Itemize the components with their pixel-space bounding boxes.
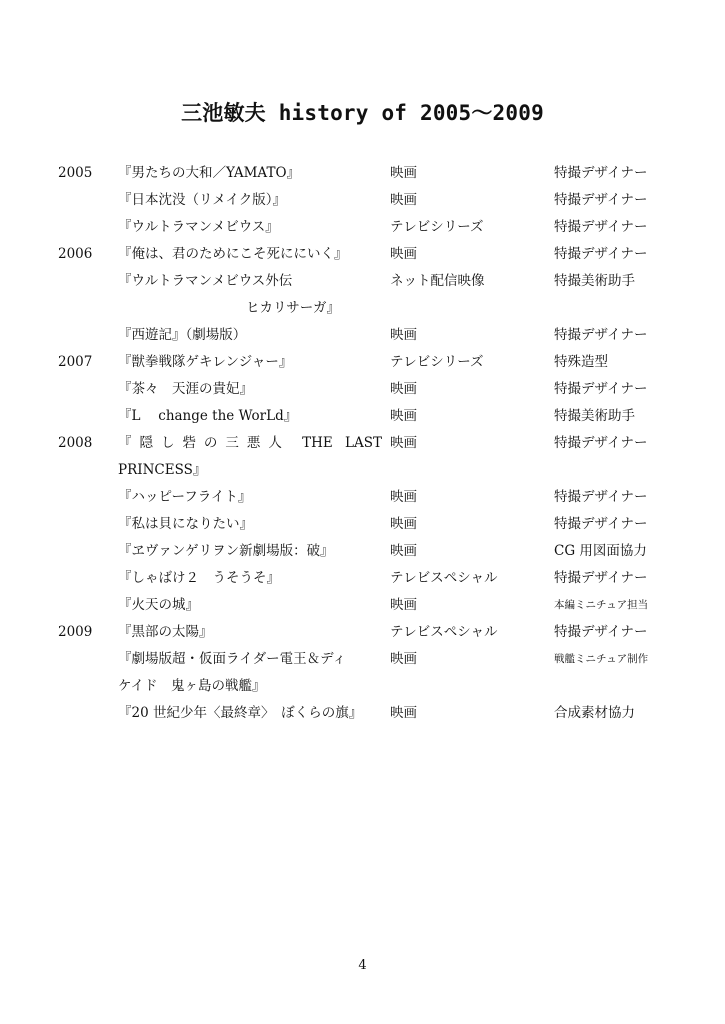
title-cell: 『L change the WorLd』 xyxy=(118,408,298,424)
title-cell: 『西遊記』（劇場版） xyxy=(118,327,247,343)
medium-cell: 映画 xyxy=(390,246,417,262)
medium-cell: テレビシリーズ xyxy=(390,219,484,235)
year-cell xyxy=(58,538,118,565)
year-cell xyxy=(58,268,118,322)
title-cell: 『火天の城』 xyxy=(118,597,199,613)
title-cell: 『茶々 天涯の貴妃』 xyxy=(118,381,253,397)
title-continuation: ケイド 鬼ヶ島の戦艦』 xyxy=(118,678,266,694)
history-row xyxy=(58,241,710,268)
medium-cell: 映画 xyxy=(390,705,417,721)
history-row xyxy=(58,376,710,403)
history-row xyxy=(58,538,710,565)
medium-cell: 映画 xyxy=(390,435,417,451)
title-cell: 『男たちの大和／YAMATO』 xyxy=(118,165,301,181)
history-row xyxy=(58,214,710,241)
history-row xyxy=(58,619,710,646)
medium-cell: 映画 xyxy=(390,381,417,397)
title-continuation: ヒカリサーガ』 xyxy=(246,300,340,316)
history-row xyxy=(58,403,710,430)
medium-cell: テレビスペシャル xyxy=(390,570,498,586)
role-cell: 特撮デザイナー xyxy=(554,624,648,640)
medium-cell: 映画 xyxy=(390,651,417,667)
history-row xyxy=(58,700,710,727)
history-row xyxy=(58,349,710,376)
history-row xyxy=(58,160,710,187)
role-cell: 本編ミニチュア担当 xyxy=(554,599,649,611)
year-cell xyxy=(58,565,118,592)
page-title: 三池敏夫 history of 2005～2009 xyxy=(181,101,544,125)
year-cell xyxy=(58,376,118,403)
role-cell: 特殊造型 xyxy=(554,354,608,370)
title-cell: 『俺は、君のためにこそ死ににいく』 xyxy=(118,246,348,262)
medium-cell: 映画 xyxy=(390,327,417,343)
title-cell: 『獣拳戦隊ゲキレンジャー』 xyxy=(118,354,293,370)
history-row xyxy=(58,322,710,349)
year-cell: 2009 xyxy=(58,624,93,640)
year-cell: 2006 xyxy=(58,246,93,262)
role-cell: 特撮美術助手 xyxy=(554,273,635,289)
history-row xyxy=(58,511,710,538)
medium-cell: 映画 xyxy=(390,165,417,181)
history-row xyxy=(58,565,710,592)
year-cell: 2008 xyxy=(58,435,93,451)
medium-cell: 映画 xyxy=(390,597,417,613)
history-row xyxy=(58,430,710,484)
title-cell xyxy=(118,268,390,322)
title-cell: 『20 世紀少年〈最終章〉 ぼくらの旗』 xyxy=(118,705,363,721)
role-cell: 特撮デザイナー xyxy=(554,435,648,451)
role-cell: 戦艦ミニチュア制作 xyxy=(554,653,649,665)
title-line: 『隠し砦の三悪人 THE LAST xyxy=(118,435,382,451)
role-cell: CG 用図面協力 xyxy=(554,543,647,559)
history-row xyxy=(58,484,710,511)
role-cell: 特撮デザイナー xyxy=(554,327,648,343)
title-cell: 『日本沈没（リメイク版）』 xyxy=(118,192,286,208)
year-cell xyxy=(58,403,118,430)
year-cell: 2005 xyxy=(58,165,93,181)
title-cell xyxy=(118,430,390,484)
role-cell: 特撮デザイナー xyxy=(554,192,648,208)
history-row xyxy=(58,268,710,322)
role-cell: 特撮デザイナー xyxy=(554,570,648,586)
medium-cell: 映画 xyxy=(390,489,417,505)
page-number: 4 xyxy=(358,958,367,973)
title-cell: 『ヱヴァンゲリヲン新劇場版：破』 xyxy=(118,543,334,559)
role-cell: 特撮デザイナー xyxy=(554,165,648,181)
title-cell: 『ハッピーフライト』 xyxy=(118,489,252,505)
medium-cell: 映画 xyxy=(390,516,417,532)
role-cell: 特撮美術助手 xyxy=(554,408,635,424)
role-cell: 特撮デザイナー xyxy=(554,489,648,505)
medium-cell: テレビシリーズ xyxy=(390,354,484,370)
role-cell: 特撮デザイナー xyxy=(554,219,648,235)
year-cell xyxy=(58,646,118,700)
medium-cell: 映画 xyxy=(390,543,417,559)
medium-cell: ネット配信映像 xyxy=(390,273,485,289)
title-cell: 『ウルトラマンメビウス』 xyxy=(118,219,279,235)
history-row xyxy=(58,187,710,214)
year-cell: 2007 xyxy=(58,354,93,370)
title-cell: 『黒部の太陽』 xyxy=(118,624,213,640)
medium-cell: 映画 xyxy=(390,408,417,424)
title-line: 『劇場版超・仮面ライダー電王＆ディ xyxy=(118,651,347,667)
role-cell: 特撮デザイナー xyxy=(554,381,648,397)
medium-cell: テレビスペシャル xyxy=(390,624,498,640)
title-cell xyxy=(118,646,390,700)
history-table xyxy=(58,160,710,727)
history-row xyxy=(58,646,710,700)
title-continuation: PRINCESS』 xyxy=(118,462,207,478)
title-cell: 『しゃばけ２ うそうそ』 xyxy=(118,570,280,586)
year-cell xyxy=(58,214,118,241)
year-cell xyxy=(58,187,118,214)
role-cell: 特撮デザイナー xyxy=(554,516,648,532)
year-cell xyxy=(58,322,118,349)
role-cell: 特撮デザイナー xyxy=(554,246,648,262)
title-line: 『ウルトラマンメビウス外伝 xyxy=(118,273,293,289)
medium-cell: 映画 xyxy=(390,192,417,208)
role-cell: 合成素材協力 xyxy=(554,705,635,721)
year-cell xyxy=(58,700,118,727)
year-cell xyxy=(58,511,118,538)
year-cell xyxy=(58,592,118,619)
year-cell xyxy=(58,484,118,511)
history-row xyxy=(58,592,710,619)
title-cell: 『私は貝になりたい』 xyxy=(118,516,253,532)
